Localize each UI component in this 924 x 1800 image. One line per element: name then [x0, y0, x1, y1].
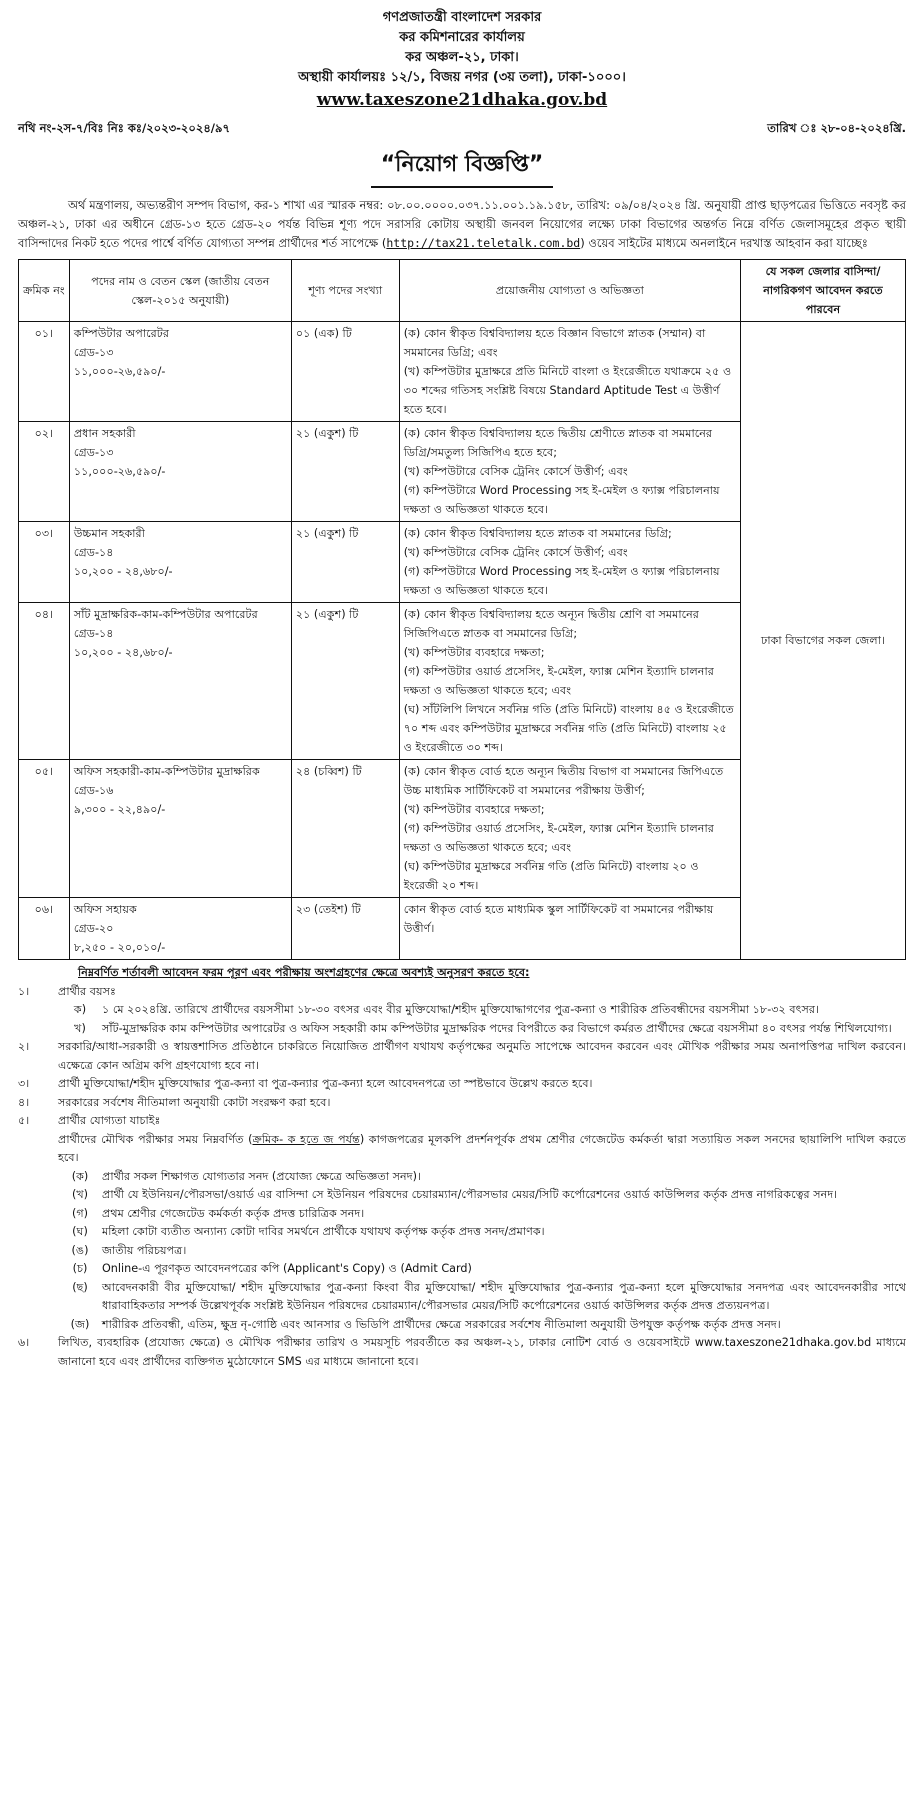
document-label: (ঘ) — [72, 1225, 88, 1238]
notice-title — [18, 145, 906, 188]
post-name: কম্পিউটার অপারেটর — [73, 327, 170, 340]
row-serial: ০৪। — [19, 603, 70, 760]
header-vacancy: শূণ্য পদের সংখ্যা — [291, 260, 399, 322]
row-qualification — [399, 603, 740, 760]
post-scale: ১০,২০০ - ২৪,৬৮০/- — [73, 565, 173, 578]
document-item — [58, 1260, 906, 1279]
post-name: উচ্চমান সহকারী — [73, 527, 145, 540]
post-grade: গ্রেড-১৩ — [73, 346, 114, 359]
row-vacancy: ২১ (একুশ) টি — [291, 522, 399, 603]
qualification-item: (গ) কম্পিউটারে Word Processing সহ ই-মেইল ও ফ্যাক্স পরিচালনায় দক্ষতা ও অভিজ্ঞতা থাকতে হবে। — [403, 565, 720, 597]
document-text: প্রার্থী যে ইউনিয়ন/পৌরসভা/ওয়ার্ড এর বাসিন্দা সে ইউনিয়ন পরিষদের চেয়ারম্যান/পৌরসভার মেয়র/সিটি কর্পোরেশনের ওয়ার্ড কাউন্সিলর কর্তৃক প্রদত্ত নাগরিকত্বের সনদ। — [102, 1188, 838, 1201]
condition-text: প্রার্থীর বয়সঃ — [58, 984, 116, 998]
document-item — [58, 1205, 906, 1224]
office-header — [18, 0, 906, 112]
header-qualification: প্রয়োজনীয় যোগ্যতা ও অভিজ্ঞতা — [399, 260, 740, 322]
govt-name: গণপ্রজাতন্ত্রী বাংলাদেশ সরকার — [382, 10, 542, 25]
post-name: প্রধান সহকারী — [73, 427, 136, 440]
condition-text: সরকারি/আধা-সরকারী ও স্বায়ত্তশাসিত প্রতিষ্ঠানে চাকরিতে নিয়োজিত প্রার্থীগণ যথাযথ কর্তৃপক্ষের অনুমতি সাপেক্ষে আবেদন করবেন এবং মৌখিক পরীক্ষার সময় অনাপত্তিপত্র দাখিল করবেন। এক্ষেত্রে কোন অগ্রিম কপি গ্রহণযোগ্য হবে না। — [58, 1040, 906, 1072]
row-serial: ০১। — [19, 322, 70, 422]
document-text: মহিলা কোটা ব্যতীত অন্যান্য কোটা দাবির সমর্থনে প্রার্থীকে যথাযথ কর্তৃপক্ষ কর্তৃক প্রদত্ত সনদ/প্রমাণক। — [102, 1225, 545, 1238]
memo-date: তারিখ ঃ ২৮-০৪-২০২৪খ্রি. — [767, 121, 906, 135]
condition-item — [18, 1075, 906, 1094]
document-intro-b: ) কাগজপত্রের মূলকপি প্রদর্শনপূর্বক প্রথম শ্রেণীর গেজেটেড কর্মকর্তা দ্বারা সত্যায়িত সকল সনদের ছায়ালিপি দাখিল করতে হবে। — [58, 1132, 906, 1164]
document-label: (জ) — [70, 1317, 90, 1331]
sub-text: ১ মে ২০২৪খ্রি. তারিখে প্রার্থীদের বয়সসীমা ১৮-৩০ বৎসর এবং বীর মুক্তিযোদ্ধা/শহীদ মুক্তিযোদ্ধাগণের পুত্র-কন্যা ও শারীরিক প্রতিবন্ধীদের বয়সসীমা ১৮-৩২ বৎসর। — [102, 1003, 820, 1016]
row-vacancy: ২৪ (চব্বিশ) টি — [291, 760, 399, 898]
row-vacancy: ২৩ (তেইশ) টি — [291, 898, 399, 960]
post-name: অফিস সহকারী-কাম-কম্পিউটার মুদ্রাক্ষরিক — [73, 765, 260, 778]
post-grade: গ্রেড-১৪ — [73, 627, 114, 640]
qualification-item: (খ) কম্পিউটার ব্যবহারে দক্ষতা; — [403, 646, 545, 659]
post-grade: গ্রেড-১৬ — [73, 784, 114, 797]
row-post — [69, 422, 291, 522]
qualification-item: (খ) কম্পিউটার ব্যবহারে দক্ষতা; — [403, 803, 545, 816]
qualification-item: (গ) কম্পিউটার ওয়ার্ড প্রসেসিং, ই-মেইল, ফ্যাক্স মেশিন ইত্যাদি চালনার দক্ষতা ও অভিজ্ঞতা থাকতে হবে; এবং — [403, 665, 714, 697]
condition-text: প্রার্থী মুক্তিযোদ্ধা/শহীদ মুক্তিযোদ্ধার পুত্র-কন্যা বা পুত্র-কন্যার পুত্র-কন্যা হলে আবেদনপত্রে তা স্পষ্টভাবে উল্লেখ করতে হবে। — [58, 1077, 593, 1090]
qualification-item: (গ) কম্পিউটারে Word Processing সহ ই-মেইল ও ফ্যাক্স পরিচালনায় দক্ষতা ও অভিজ্ঞতা থাকতে হবে। — [403, 484, 720, 516]
intro-text-before: অর্থ মন্ত্রণালয়, অভ্যন্তরীণ সম্পদ বিভাগ, কর-১ শাখা এর স্মারক নম্বর: ০৮.০০.০০০০.০৩৭.১১.০০১.১৯.১৫৮, তারিখ: ০৯/০৪/২০২৪ খ্রি. অনুযায়ী প্রাপ্ত ছাড়পত্রের ভিত্তিতে নবসৃষ্ট কর অঞ্চল-২১, ঢাকা এর অধীনে গ্রেড-১৩ হতে গ্রেড-২০ পর্যন্ত বিভিন্ন শূণ্য পদে সরাসরি কোটায় অস্থায়ী জনবল নিয়োগের লক্ষ্যে ঢাকা বিভাগের অন্তর্গত নিম্নে বর্ণিত জেলাসমূহের প্রকৃত স্থায়ী বাসিন্দাদের নিকট হতে পদের পার্শ্বে বর্ণিত যোগ্যতা সম্পন্ন প্রার্থীদের শর্ত সাপেক্ষে ( — [18, 198, 906, 250]
qualification-item: (ক) কোন স্বীকৃত বিশ্ববিদ্যালয় হতে স্নাতক বা সমমানের ডিগ্রি; — [403, 527, 672, 540]
qualification-item: (খ) কম্পিউটারে বেসিক ট্রেনিং কোর্সে উত্তীর্ণ; এবং — [403, 465, 628, 478]
document-text: প্রথম শ্রেণীর গেজেটেড কর্মকর্তা কর্তৃক প্রদত্ত চারিত্রিক সনদ। — [102, 1206, 365, 1220]
row-vacancy: ২১ (একুশ) টি — [291, 422, 399, 522]
document-text: প্রার্থীর সকল শিক্ষাগত যোগ্যতার সনদ (প্রযোজ্য ক্ষেত্রে অভিজ্ঞতা সনদ)। — [102, 1169, 421, 1183]
table-header-row — [19, 260, 906, 322]
row-serial: ০৩। — [19, 522, 70, 603]
condition-text: সরকারের সর্বশেষ নীতিমালা অনুযায়ী কোটা সংরক্ষণ করা হবে। — [58, 1095, 331, 1109]
document-text: Online-এ পূরণকৃত আবেদনপত্রের কপি (Applicant's Copy) ও (Admit Card) — [102, 1262, 472, 1275]
qualification-item: (ঘ) কম্পিউটার মুদ্রাক্ষরে সর্বনিম্ন গতি (প্রতি মিনিটে) বাংলায় ২০ ও ইংরেজী ২০ শব্দ। — [403, 860, 699, 892]
condition-item — [18, 1094, 906, 1113]
row-qualification — [399, 322, 740, 422]
row-post — [69, 603, 291, 760]
condition-text: প্রার্থীর যোগ্যতা যাচাইঃ — [58, 1114, 161, 1127]
post-name: সাঁট মুদ্রাক্ষরিক-কাম-কম্পিউটার অপারেটর — [73, 608, 258, 621]
qualification-item: (ক) কোন স্বীকৃত বিশ্ববিদ্যালয় হতে অন্যূন দ্বিতীয় শ্রেণি বা সমমানের সিজিপিএতে স্নাতক বা সমমানের ডিগ্রি; — [403, 608, 699, 640]
row-vacancy: ২১ (একুশ) টি — [291, 603, 399, 760]
condition-item — [18, 1112, 906, 1334]
document-text: শারীরিক প্রতিবন্ধী, এতিম, ক্ষুদ্র নৃ-গোষ্ঠি এবং আনসার ও ভিডিপি প্রার্থীদের ক্ষেত্রে সরকারের সর্বশেষ নীতিমালা অনুযায়ী উপযুক্ত কর্তৃপক্ষ কর্তৃক প্রদত্ত সনদ। — [102, 1317, 781, 1331]
post-grade: গ্রেড-১৩ — [73, 446, 114, 459]
sub-label: খ) — [74, 1021, 86, 1035]
conditions-title: নিম্নবর্ণিত শর্তাবলী আবেদন ফরম পূরণ এবং পরীক্ষায় অংশগ্রহণের ক্ষেত্রে অবশ্যই অনুসরণ করতে হবে: — [78, 966, 530, 979]
intro-text-after: ) ওয়েব সাইটের মাধ্যমে অনলাইনে দরখাস্ত আহবান করা যাচ্ছেঃ — [580, 236, 868, 250]
document-item — [58, 1279, 906, 1316]
qualification-item: কোন স্বীকৃত বোর্ড হতে মাধ্যমিক স্কুল সার্টিফিকেট বা সমমানের পরীক্ষায় উত্তীর্ণ। — [403, 903, 714, 935]
document-intro — [58, 1131, 906, 1168]
qualification-item: (গ) কম্পিউটার ওয়ার্ড প্রসেসিং, ই-মেইল, ফ্যাক্স মেশিন ইত্যাদি চালনার দক্ষতা ও অভিজ্ঞতা থাকতে হবে; এবং — [403, 822, 714, 854]
post-grade: গ্রেড-১৪ — [73, 546, 114, 559]
document-item — [58, 1316, 906, 1335]
document-item — [58, 1168, 906, 1187]
row-post — [69, 522, 291, 603]
post-scale: ১১,০০০-২৬,৫৯০/- — [73, 365, 166, 378]
qualification-item: (খ) কম্পিউটারে বেসিক ট্রেনিং কোর্সে উত্তীর্ণ; এবং — [403, 546, 628, 559]
document-range: ক্রমিক- ক হতে জ পর্যন্ত — [252, 1132, 360, 1146]
row-serial: ০২। — [19, 422, 70, 522]
reference-row — [18, 120, 906, 139]
apply-url-link[interactable]: http://tax21.teletalk.com.bd — [386, 236, 581, 250]
vacancy-table — [18, 259, 906, 960]
document-label: (ক) — [71, 1169, 89, 1183]
sub-label: ক) — [73, 1003, 87, 1016]
condition-number: ১। — [18, 984, 30, 998]
notice-title-text: “নিয়োগ বিজ্ঞপ্তি” — [371, 145, 554, 188]
document-intro-a: প্রার্থীদের মৌখিক পরীক্ষার সময় নিম্নবর্ণিত ( — [58, 1132, 253, 1146]
document-label: (ছ) — [72, 1280, 88, 1294]
intro-paragraph — [18, 196, 906, 253]
document-item — [58, 1186, 906, 1205]
qualification-item: (ঘ) সাঁটলিপি লিখনে সর্বনিম্ন গতি (প্রতি মিনিটে) বাংলায় ৪৫ ও ইংরেজীতে ৭০ শব্দ এবং কম্পিউটার মুদ্রাক্ষরে সর্বনিম্ন গতি (প্রতি মিনিটে) বাংলায় ২৫ ও ইংরেজীতে ৩০ শব্দ। — [403, 703, 734, 754]
header-district: যে সকল জেলার বাসিন্দা/নাগরিকগণ আবেদন করতে পারবেন — [741, 260, 906, 322]
header-post: পদের নাম ও বেতন স্কেল (জাতীয় বেতন স্কেল-২০১৫ অনুযায়ী) — [69, 260, 291, 322]
condition-text: লিখিত, ব্যবহারিক (প্রযোজ্য ক্ষেত্রে) ও মৌখিক পরীক্ষার তারিখ ও সময়সূচি পরবর্তীতে কর অঞ্চল-২১, ঢাকার নোটিশ বোর্ড ও ওয়েবসাইটে www.taxeszone21dhaka.gov.bd মাধ্যমে জানানো হবে এবং প্রার্থীদের ব্যক্তিগত মুঠোফোনে SMS এর মাধ্যমে জানানো হবে। — [58, 1336, 906, 1368]
condition-number: ৬। — [18, 1336, 30, 1349]
memo-number: নথি নং-২স-৭/বিঃ নিঃ কঃ/২০২৩-২০২৪/৯৭ — [18, 121, 230, 135]
document-text: আবেদনকারী বীর মুক্তিযোদ্ধা/ শহীদ মুক্তিযোদ্ধার পুত্র-কন্যা কিংবা বীর মুক্তিযোদ্ধা/ শহীদ মুক্তিযোদ্ধার পুত্র-কন্যার পুত্র-কন্যা হলে মুক্তিযোদ্ধার সনদপত্র এবং আবেদনকারীর সাথে ধারাবাহিকতার সম্পর্ক উল্লেখপূর্বক সংশ্লিষ্ট ইউনিয়ন পরিষদের চেয়ারম্যান/পৌরসভার মেয়র/সিটি কর্পোরেশনের ওয়ার্ড কাউন্সিলর কর্তৃক প্রদত্ত প্রত্যয়নপত্র। — [102, 1280, 906, 1312]
row-qualification — [399, 522, 740, 603]
sub-text: সাঁট-মুদ্রাক্ষরিক কাম কম্পিউটার অপারেটর ও অফিস সহকারী কাম কম্পিউটার মুদ্রাক্ষরিক পদের বিপরীতে কর বিভাগে কর্মরত প্রার্থীদের ক্ষেত্রে বয়সসীমা ৪০ বৎসর পর্যন্ত শিথিলযোগ্য। — [102, 1021, 892, 1035]
condition-item — [18, 983, 906, 1039]
document-label: (চ) — [72, 1262, 88, 1275]
qualification-item: (ক) কোন স্বীকৃত বিশ্ববিদ্যালয় হতে দ্বিতীয় শ্রেণীতে স্নাতক বা সমমানের ডিগ্রি/সমতুল্য সিজিপিএ হতে হবে; — [403, 427, 713, 459]
row-serial: ০৬। — [19, 898, 70, 960]
qualification-item: (ক) কোন স্বীকৃত বোর্ড হতে অন্যূন দ্বিতীয় বিভাগ বা সমমানের জিপিএতে উচ্চ মাধ্যমিক সার্টিফিকেট বা সমমানের পরীক্ষায় উত্তীর্ণ; — [403, 765, 724, 797]
post-scale: ১০,২০০ - ২৪,৬৮০/- — [73, 646, 173, 659]
post-scale: ৯,৩০০ - ২২,৪৯০/- — [73, 803, 166, 816]
zone-name: কর অঞ্চল-২১, ঢাকা। — [405, 50, 519, 65]
document-label: (খ) — [71, 1188, 89, 1201]
post-grade: গ্রেড-২০ — [73, 922, 114, 935]
row-qualification — [399, 898, 740, 960]
row-qualification — [399, 760, 740, 898]
document-text: জাতীয় পরিচয়পত্র। — [102, 1243, 187, 1257]
condition-number: ২। — [18, 1040, 30, 1053]
row-post — [69, 760, 291, 898]
row-post — [69, 322, 291, 422]
post-scale: ৮,২৫০ - ২০,০১০/- — [73, 941, 166, 954]
qualification-item: (ক) কোন স্বীকৃত বিশ্ববিদ্যালয় হতে বিজ্ঞান বিভাগে স্নাতক (সম্মান) বা সমমানের ডিগ্রি; এবং — [403, 327, 706, 359]
condition-number: ৪। — [18, 1095, 30, 1109]
district-cell: ঢাকা বিভাগের সকল জেলা। — [741, 322, 906, 960]
document-item — [58, 1223, 906, 1242]
document-label: (ঙ) — [71, 1243, 89, 1257]
condition-item — [18, 1334, 906, 1371]
qualification-item: (খ) কম্পিউটার মুদ্রাক্ষরে প্রতি মিনিটে বাংলা ও ইংরেজীতে যথাক্রমে ২৫ ও ৩০ শব্দের গতিসহ সংশ্লিষ্ট বিষয়ে Standard Aptitude Test এ উত্তীর্ণ হতে হবে। — [403, 365, 732, 416]
post-scale: ১১,০০০-২৬,৫৯০/- — [73, 465, 166, 478]
office-website[interactable]: www.taxeszone21dhaka.gov.bd — [316, 90, 608, 110]
document-label: (গ) — [71, 1206, 89, 1220]
header-serial: ক্রমিক নং — [19, 260, 70, 322]
row-serial: ০৫। — [19, 760, 70, 898]
table-row — [19, 322, 906, 422]
office-name: কর কমিশনারের কার্যালয় — [399, 30, 525, 45]
document-item — [58, 1242, 906, 1261]
row-qualification — [399, 422, 740, 522]
condition-item — [18, 1038, 906, 1075]
row-vacancy: ০১ (এক) টি — [291, 322, 399, 422]
condition-number: ৫। — [18, 1114, 30, 1127]
condition-number: ৩। — [18, 1077, 30, 1090]
office-address: অস্থায়ী কার্যালয়ঃ ১২/১, বিজয় নগর (৩য় তলা), ঢাকা-১০০০। — [298, 70, 626, 85]
row-post — [69, 898, 291, 960]
conditions-section — [18, 964, 906, 1371]
post-name: অফিস সহায়ক — [73, 903, 137, 916]
